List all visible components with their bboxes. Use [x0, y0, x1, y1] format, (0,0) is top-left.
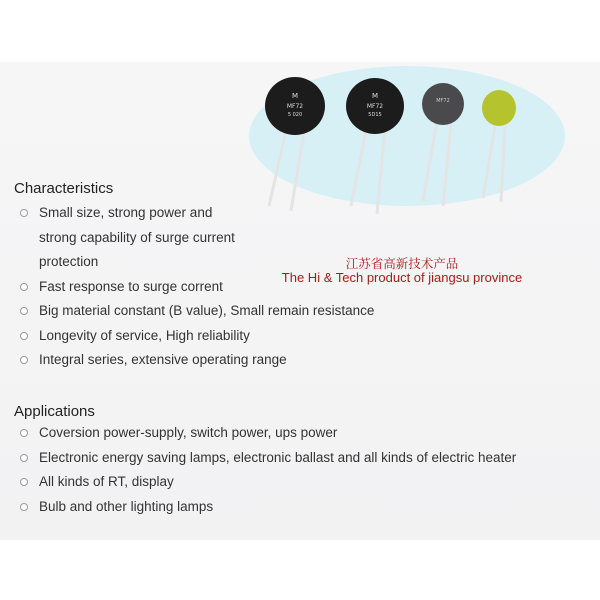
list-item: [14, 348, 394, 373]
svg-text:5D15: 5D15: [368, 112, 382, 118]
list-item-text: Electronic energy saving lamps, electronic ballast and all kinds of electric heater: [39, 449, 517, 465]
list-item-text: Fast response to surge corrent: [39, 278, 223, 294]
list-item: [14, 324, 394, 349]
list-item-text: protection: [39, 254, 99, 269]
list-item-text: Small size, strong power and: [39, 205, 213, 220]
svg-text:MF72: MF72: [286, 103, 304, 110]
characteristics-list: [14, 201, 394, 373]
thermistor-3: [422, 83, 464, 125]
thermistor-product-photo: [247, 66, 565, 216]
circle-bullet-icon: [20, 429, 28, 437]
svg-text:M: M: [371, 92, 379, 100]
thermistor-2: [346, 78, 404, 134]
circle-bullet-icon: [20, 209, 28, 217]
list-item-text: All kinds of RT, display: [39, 474, 174, 489]
list-item: [14, 446, 584, 471]
applications-title: Applications: [14, 403, 95, 420]
applications-list: [14, 421, 584, 519]
list-item-text: strong capability of surge current: [39, 229, 235, 245]
list-item-text: Bulb and other lighting lamps: [39, 498, 214, 514]
list-item-text: Big material constant (B value), Small remain resistance: [39, 303, 375, 318]
circle-bullet-icon: [20, 356, 28, 364]
circle-bullet-icon: [20, 283, 28, 291]
svg-text:5 020: 5 020: [287, 112, 303, 118]
circle-bullet-icon: [20, 332, 28, 340]
list-item-text: Longevity of service, High reliability: [39, 327, 250, 343]
svg-text:MF72: MF72: [436, 98, 450, 104]
list-item: [14, 495, 584, 520]
list-item: [14, 421, 584, 446]
list-item-text: Coversion power-supply, switch power, ups power: [39, 425, 338, 440]
caption-english: The Hi & Tech product of jiangsu province: [281, 270, 523, 285]
list-item-text: Integral series, extensive operating range: [39, 352, 287, 367]
circle-bullet-icon: [20, 478, 28, 486]
circle-bullet-icon: [20, 454, 28, 462]
list-item: [14, 470, 584, 495]
thermistor-4: [482, 90, 516, 126]
list-item: [14, 299, 394, 324]
circle-bullet-icon: [20, 307, 28, 315]
characteristics-title: Characteristics: [14, 180, 114, 197]
caption-chinese: 江苏省高新技术产品: [345, 256, 459, 271]
svg-text:M: M: [291, 92, 299, 100]
svg-text:MF72: MF72: [366, 103, 384, 110]
circle-bullet-icon: [20, 503, 28, 511]
thermistor-1: [265, 77, 325, 135]
